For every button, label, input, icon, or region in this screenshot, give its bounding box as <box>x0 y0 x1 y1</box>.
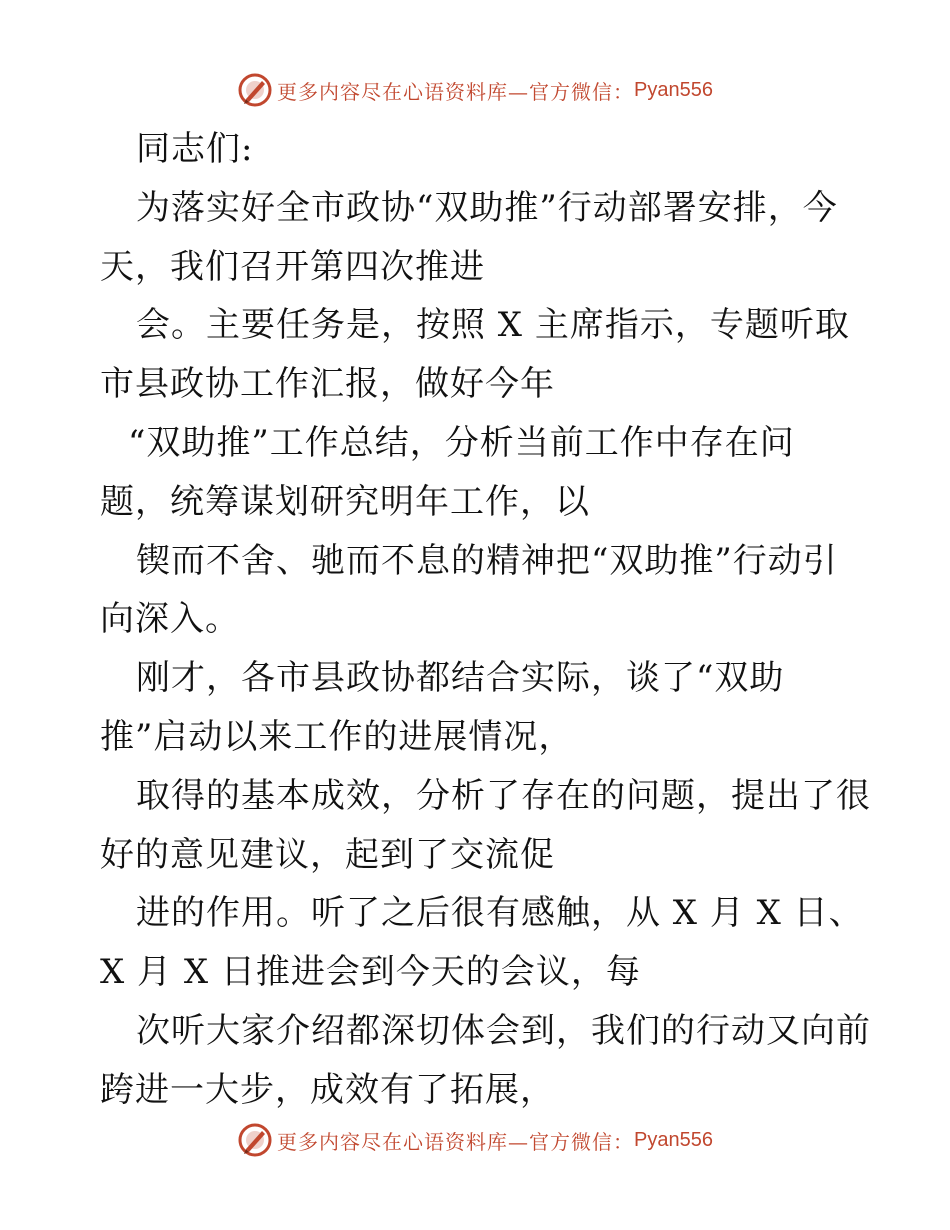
text-line: 为落实好全市政协“双助推”行动部署安排，今 <box>136 187 838 228</box>
text-line: X 月 X 日推进会到今天的会议，每 <box>100 952 641 993</box>
banner-text: 更多内容尽在心语资料库—官方微信： <box>277 1129 635 1154</box>
text-line: 锲而不舍、驰而不息的精神把“双助推”行动引 <box>136 540 838 581</box>
wechat-id: Pyan556 <box>634 1128 713 1151</box>
footer-banner <box>0 1120 950 1160</box>
text-line: 题，统筹谋划研究明年工作，以 <box>100 481 590 522</box>
text-line: 跨进一大步，成效有了拓展， <box>100 1069 555 1110</box>
text-line: “双助推”工作总结，分析当前工作中存在问 <box>128 422 795 463</box>
banner-text: 更多内容尽在心语资料库—官方微信： <box>277 79 635 104</box>
text-line: 好的意见建议，起到了交流促 <box>100 834 555 875</box>
text-line: 同志们: <box>136 129 254 169</box>
text-line: 推”启动以来工作的进展情况， <box>100 716 574 757</box>
text-line: 次听大家介绍都深切体会到，我们的行动又向前 <box>136 1010 871 1051</box>
text-line: 会。主要任务是，按照 X 主席指示，专题听取 <box>136 305 850 346</box>
speech-body <box>100 120 871 1120</box>
text-line: 进的作用。听了之后很有感触，从 X 月 X 日、 <box>136 893 864 934</box>
text-line: 刚才，各市县政协都结合实际，谈了“双助 <box>136 658 785 699</box>
text-line: 取得的基本成效，分析了存在的问题，提出了很 <box>136 775 871 816</box>
header-banner <box>0 70 950 110</box>
text-line: 向深入。 <box>100 599 240 640</box>
pen-logo-icon <box>237 72 273 108</box>
pen-logo-icon <box>237 1122 273 1158</box>
text-line: 市县政协工作汇报，做好今年 <box>100 364 555 405</box>
text-line: 天，我们召开第四次推进 <box>100 246 485 287</box>
wechat-id: Pyan556 <box>634 78 713 101</box>
